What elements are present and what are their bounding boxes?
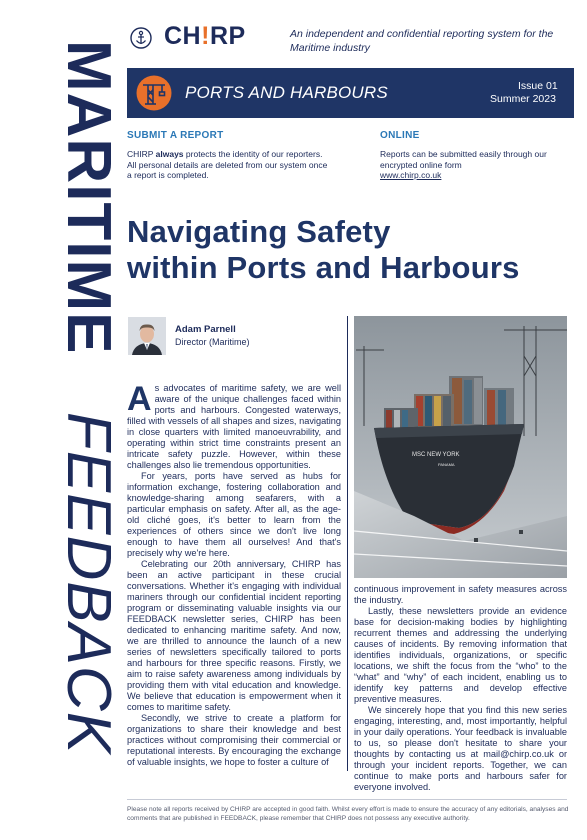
article-paragraph: As advocates of maritime safety, we are well aware of the unique challenges faced within ports and harbours. Congested waterways, filled with vessels of all shapes and sizes, navigating in close quarters with limited manoeuvrability, and operating within strict time constraints present an intricate safety puzzle. However, within these challenges also lie tremendous opportunities.: [127, 380, 341, 470]
masthead-maritime: MARITIME: [54, 40, 123, 355]
chirp-logo: CH!RP: [164, 22, 246, 50]
author-role: Director (Maritime): [175, 337, 250, 347]
footer-divider: [127, 799, 567, 800]
submit-text: CHIRP always protects the identity of our reporters. All personal details are deleted from our system once a report is completed.: [127, 149, 328, 180]
issue-season: Summer 2023: [490, 93, 556, 105]
article-column-1: [127, 380, 341, 768]
masthead-feedback: FEEDBACK: [54, 412, 123, 755]
masthead-vertical: [0, 40, 123, 810]
banner-title: PORTS AND HARBOURS: [185, 83, 388, 102]
container-ship-photo: [354, 316, 567, 578]
headline: [127, 214, 567, 286]
article-paragraph: continuous improvement in safety measures across the industry.: [354, 584, 567, 605]
crane-icon: [135, 74, 173, 112]
online-heading: ONLINE: [380, 130, 420, 141]
ship-name: MSC NEW YORK: [412, 452, 460, 458]
issue-number: Issue 01: [518, 80, 558, 92]
column-divider: [347, 316, 348, 771]
footer-disclaimer: Please note all reports received by CHIRP are accepted in good faith. Whilst every effort is made to ensure the accuracy of any editorials, analyses and comments that are published in FEEDBACK, please remember that CHIRP does not possess any executive authority.: [127, 806, 569, 822]
article-column-2: [354, 584, 567, 793]
article-paragraph: Secondly, we strive to create a platform for organizations to share their knowledge and best practices without compromising their commercial or reputational interests. By encouraging the exchange of valuable insights, we hope to foster a culture of: [127, 713, 341, 767]
online-link[interactable]: www.chirp.co.uk: [380, 170, 442, 180]
submit-heading: SUBMIT A REPORT: [127, 130, 224, 141]
article-paragraph: Lastly, these newsletters provide an evidence base for decision-making bodies by highlighting recurrent themes and addressing the underlying causes of incidents. By removing information that identifies individuals, organizations, or specific locations, we shift the focus from the “who” to the “what” and “why” of each incident, enabling us to identify key patterns and develop effective preventive measures.: [354, 606, 567, 704]
article-paragraph: Celebrating our 20th anniversary, CHIRP has been an active participant in these crucial conversations. Whether it's engaging with individual mariners through our confidential incident reporting program or disseminating valuable insights via our FEEDBACK newsletter series, CHIRP has been dedicated to enhancing maritime safety. And now, we are thrilled to announce the launch of a new series of newsletters specifically tailored to ports and harbours for three specific reasons. Firstly, we aim to raise safety awareness among individuals by providing them with vital education and knowledge. We believe that education is empowerment when it comes to maritime safety.: [127, 559, 341, 712]
anchor-icon: [130, 27, 152, 49]
drop-cap: A: [127, 380, 152, 418]
ship-port: PANAMA: [438, 462, 455, 467]
online-text: Reports can be submitted easily through our encrypted online form www.chirp.co.uk: [380, 149, 547, 180]
author-name: Adam Parnell: [175, 324, 236, 335]
issue-info: [490, 80, 566, 106]
headline-line-2: within Ports and Harbours: [127, 250, 520, 285]
avatar: [128, 317, 166, 355]
tagline: An independent and confidential reporting system for the Maritime industry: [290, 28, 554, 54]
article-paragraph: We sincerely hope that you find this new series engaging, interesting, and, most importantly, helpful in your daily operations. Your feedback is invaluable to us, so please don't hesitate to share your thoughts by contacting us at mail@chirp.co.uk or through your incident reports. Together, we can continue to make ports and harbours safer for everyone involved.: [354, 705, 567, 792]
headline-line-1: Navigating Safety: [127, 214, 391, 249]
article-paragraph: For years, ports have served as hubs for information exchange, fostering collaboration and knowledge-sharing among seafarers, with a particular emphasis on safety. After all, as the age-old cliché goes, it's better to learn from the experiences of others since we don't live long enough to have them all ourselves! And that's precisely why we're here.: [127, 471, 341, 558]
